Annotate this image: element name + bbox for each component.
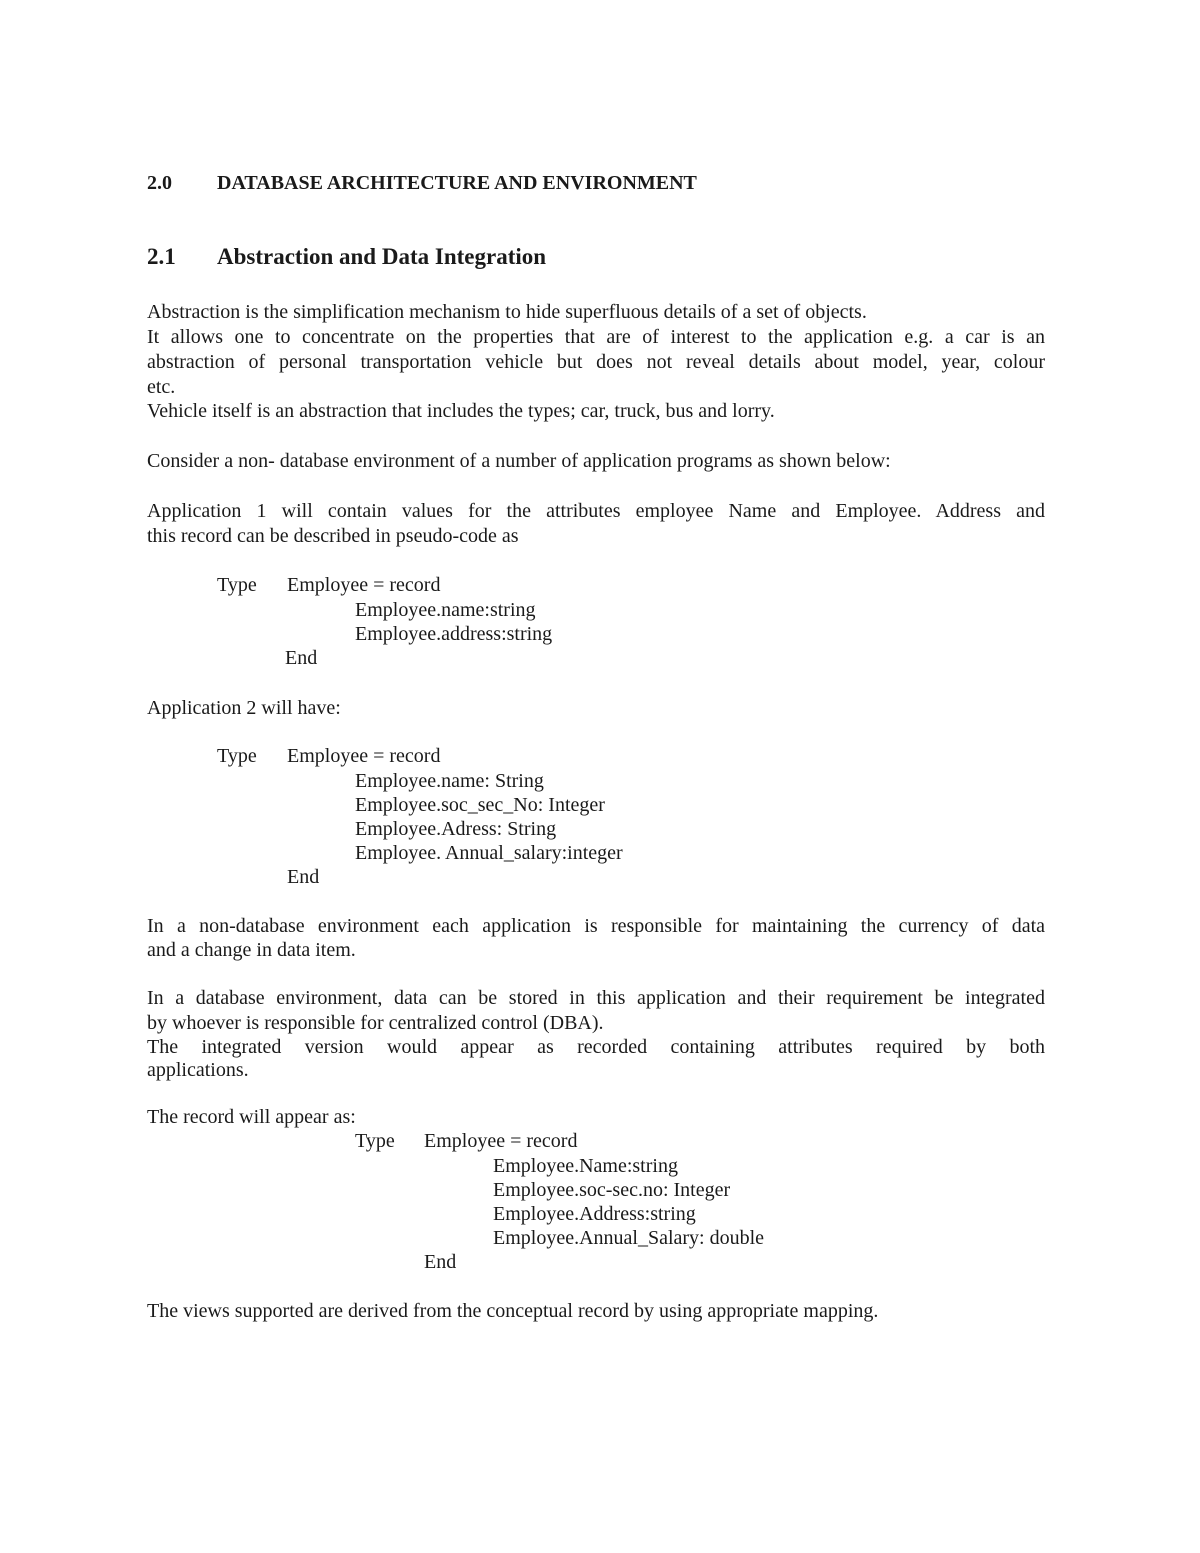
code-end: End: [287, 866, 320, 888]
code-record-header: Employee = record: [287, 574, 441, 596]
paragraph-line: The record will appear as:: [147, 1106, 356, 1128]
code-end: End: [424, 1251, 457, 1273]
paragraph-line: abstraction of personal transportation vehicle but does not reveal details about model, year, colour: [147, 351, 1045, 373]
paragraph-line: Consider a non- database environment of a number of application programs as shown below:: [147, 450, 891, 472]
code-field: Employee.soc-sec.no: Integer: [493, 1179, 731, 1201]
section-number: 2.0: [147, 172, 172, 194]
paragraph-line: and a change in data item.: [147, 939, 356, 961]
subsection-heading: [147, 244, 547, 270]
code-field: Employee.Name:string: [493, 1155, 678, 1177]
paragraph-line: etc.: [147, 376, 176, 398]
code-field: Employee.address:string: [355, 623, 553, 645]
section-title: DATABASE ARCHITECTURE AND ENVIRONMENT: [217, 172, 697, 194]
code-record-header: Employee = record: [287, 745, 441, 767]
paragraph-line: applications.: [147, 1059, 249, 1081]
subsection-title: Abstraction and Data Integration: [217, 244, 547, 269]
subsection-number: 2.1: [147, 244, 176, 269]
paragraph-line: In a database environment, data can be stored in this application and their requirement be integrated: [147, 987, 1045, 1009]
code-field: Employee.name:string: [355, 599, 536, 621]
code-field: Employee.Annual_Salary: double: [493, 1227, 765, 1249]
code-type-keyword: Type: [217, 745, 257, 767]
code-field: Employee.Adress: String: [355, 818, 557, 840]
paragraph-line: The integrated version would appear as recorded containing attributes required by both: [147, 1036, 1045, 1058]
paragraph-line: Abstraction is the simplification mechanism to hide superfluous details of a set of objects.: [147, 301, 867, 323]
paragraph-line: The views supported are derived from the conceptual record by using appropriate mapping.: [147, 1300, 879, 1322]
code-record-header: Employee = record: [424, 1130, 578, 1152]
code-end: End: [285, 647, 318, 669]
paragraph-line: Application 1 will contain values for the attributes employee Name and Employee. Address and: [147, 500, 1045, 522]
paragraph-line: by whoever is responsible for centralized control (DBA).: [147, 1012, 604, 1034]
paragraph-line: It allows one to concentrate on the properties that are of interest to the application e.g. a car is an: [147, 326, 1045, 348]
code-field: Employee.soc_sec_No: Integer: [355, 794, 605, 816]
code-field: Employee.name: String: [355, 770, 544, 792]
code-field: Employee.Address:string: [493, 1203, 696, 1225]
paragraph-line: Vehicle itself is an abstraction that includes the types; car, truck, bus and lorry.: [147, 400, 775, 422]
paragraph-line: In a non-database environment each application is responsible for maintaining the currency of data: [147, 915, 1045, 937]
code-type-keyword: Type: [355, 1130, 395, 1152]
code-type-keyword: Type: [217, 574, 257, 596]
code-field: Employee. Annual_salary:integer: [355, 842, 623, 864]
paragraph-line: this record can be described in pseudo-code as: [147, 525, 519, 547]
paragraph-line: Application 2 will have:: [147, 697, 341, 719]
section-heading: [147, 172, 697, 195]
